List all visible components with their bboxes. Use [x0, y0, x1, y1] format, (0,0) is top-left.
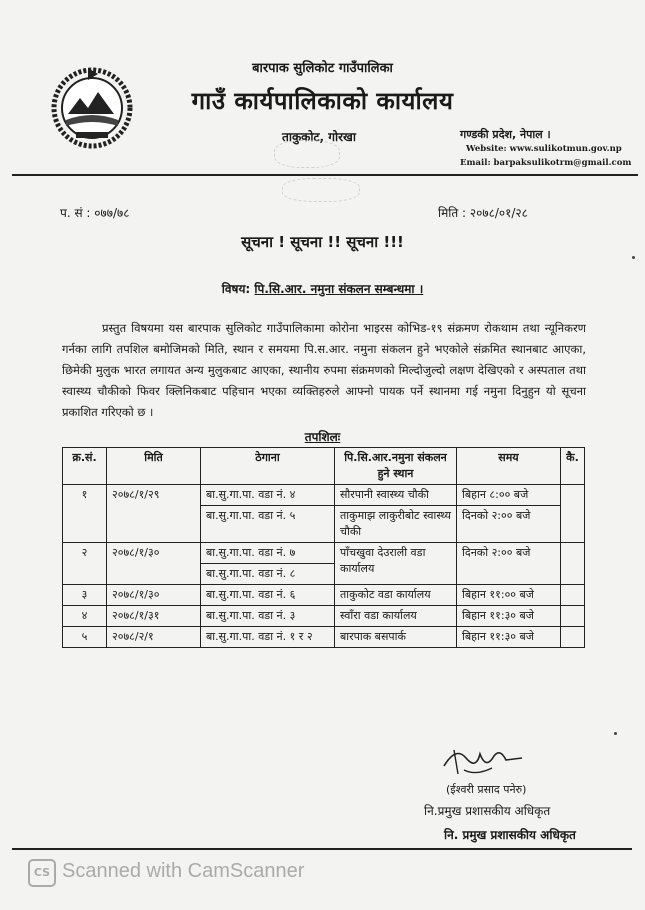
subject-text: पि.सि.आर. नमुना संकलन सम्बन्धमा ।	[254, 282, 424, 296]
cell-remarks	[561, 606, 585, 627]
table-title: तपशिलः	[304, 430, 341, 444]
cell-time: दिनको २:०० बजे	[457, 543, 561, 585]
cell-remarks	[561, 627, 585, 648]
cell-place: पाँचखुवा देउराली वडा कार्यालय	[335, 543, 457, 585]
subject-label: विषय:	[221, 282, 251, 296]
cell-date: २०७८/१/३०	[107, 585, 201, 606]
cell-sn: १	[63, 485, 107, 543]
cell-date: २०७८/१/३०	[107, 543, 201, 585]
office-location: ताकुकोट, गोरखा	[282, 130, 356, 144]
col-header-date: मिति	[107, 448, 201, 485]
schedule-table	[62, 447, 585, 648]
cell-remarks	[561, 585, 585, 606]
municipality-name: बारपाक सुलिकोट गाउँपालिका	[252, 61, 393, 76]
footer-divider	[12, 848, 632, 850]
reference-number: प. सं : ०७७/७८	[60, 206, 130, 220]
table-row	[63, 627, 585, 648]
cell-address: बा.सु.गा.पा. वडा नं. ५	[201, 506, 335, 543]
col-header-address: ठेगाना	[201, 448, 335, 485]
col-header-time: समय	[457, 448, 561, 485]
office-title: गाउँ कार्यपालिकाको कार्यालय	[191, 87, 454, 115]
col-header-sn: क्र.सं.	[63, 448, 107, 485]
cell-address: बा.सु.गा.पा. वडा नं. ७	[201, 543, 335, 564]
table-row	[63, 585, 585, 606]
signatory-title: नि.प्रमुख प्रशासकीय अधिकृत	[424, 804, 551, 818]
cell-place: स्वाँरा वडा कार्यालय	[335, 606, 457, 627]
faded-stamp	[274, 140, 340, 168]
cell-time: बिहान ११:३० बजे	[457, 627, 561, 648]
cell-address: बा.सु.गा.पा. वडा नं. ३	[201, 606, 335, 627]
camscanner-logo-icon: CS	[28, 859, 56, 887]
cell-place: सौरपानी स्वास्थ्य चौकी	[335, 485, 457, 506]
table-header-row	[63, 448, 585, 485]
table-row	[63, 485, 585, 506]
table-row	[63, 543, 585, 564]
col-header-place: पि.सि.आर.नमुना संकलन हुने स्थान	[335, 448, 457, 485]
scanner-watermark: Scanned with CamScanner	[62, 860, 305, 882]
signatory-name: (ईश्वरी प्रसाद पनेरु)	[446, 783, 527, 796]
document-date: मिति : २०७८/०१/२८	[438, 206, 528, 220]
signatory-stamp: नि. प्रमुख प्रशासकीय अधिकृत	[444, 828, 576, 842]
col-header-remarks: कै.	[561, 448, 585, 485]
cell-date: २०७८/२/१	[107, 627, 201, 648]
cell-sn: ५	[63, 627, 107, 648]
cell-address: बा.सु.गा.पा. वडा नं. ६	[201, 585, 335, 606]
cell-date: २०७८/१/३१	[107, 606, 201, 627]
cell-sn: २	[63, 543, 107, 585]
email-text: Email: barpaksulikotrm@gmail.com	[460, 158, 632, 168]
cell-address: बा.सु.गा.पा. वडा नं. १ र २	[201, 627, 335, 648]
notice-body	[62, 318, 586, 423]
cell-remarks	[561, 543, 585, 585]
website-text: Website: www.sulikotmun.gov.np	[466, 144, 622, 154]
cell-date: २०७८/१/२९	[107, 485, 201, 543]
cell-place: ताकुमाझ लाकुरीबोट स्वास्थ्य चौकी	[335, 506, 457, 543]
speck	[614, 732, 617, 735]
speck	[632, 256, 635, 259]
faded-stamp	[282, 178, 360, 202]
signature-icon	[436, 740, 526, 780]
cell-place: बारपाक बसपार्क	[335, 627, 457, 648]
cell-remarks	[561, 485, 585, 543]
cell-time: बिहान ८:०० बजे	[457, 485, 561, 506]
table-row	[63, 606, 585, 627]
cell-address: बा.सु.गा.पा. वडा नं. ४	[201, 485, 335, 506]
province-text: गण्डकी प्रदेश, नेपाल ।	[460, 128, 551, 141]
cell-address: बा.सु.गा.पा. वडा नं. ८	[201, 564, 335, 585]
cell-time: दिनको २:०० बजे	[457, 506, 561, 543]
cell-time: बिहान ११:३० बजे	[457, 606, 561, 627]
cell-sn: ४	[63, 606, 107, 627]
notice-heading: सूचना ! सूचना !! सूचना !!!	[241, 233, 404, 251]
header-divider	[12, 174, 638, 176]
cell-place: ताकुकोट वडा कार्यालय	[335, 585, 457, 606]
subject-line	[0, 280, 645, 297]
notice-body-text: प्रस्तुत विषयमा यस बारपाक सुलिकोट गाउँपालिकामा कोरोना भाइरस कोभिड-१९ संक्रमण रोकथाम तथा न्यूनिकरण गर्नका लागि तपशिल बमोजिमको मिति, स्थान र समयमा पि.स.आर. नमुना संकलन हुने भएकोले संक्रमित स्थानबाट आएका, छिमेकी मुलुक भारत लगायत अन्य मुलुकबाट आएका, स्थानीय रुपमा संक्रमणको मिल्दोजुल्दो लक्षण देखिएको र अस्पताल तथा स्वास्थ्य चौकीको फिवर क्लिनिकबाट पहिचान भएका व्यक्तिहरुले आफ्नो पायक पर्ने स्थानमा गई नमुना दिनुहुन यो सूचना प्रकाशित गरिएको छ ।	[62, 321, 586, 419]
cell-time: बिहान ११:०० बजे	[457, 585, 561, 606]
cell-sn: ३	[63, 585, 107, 606]
